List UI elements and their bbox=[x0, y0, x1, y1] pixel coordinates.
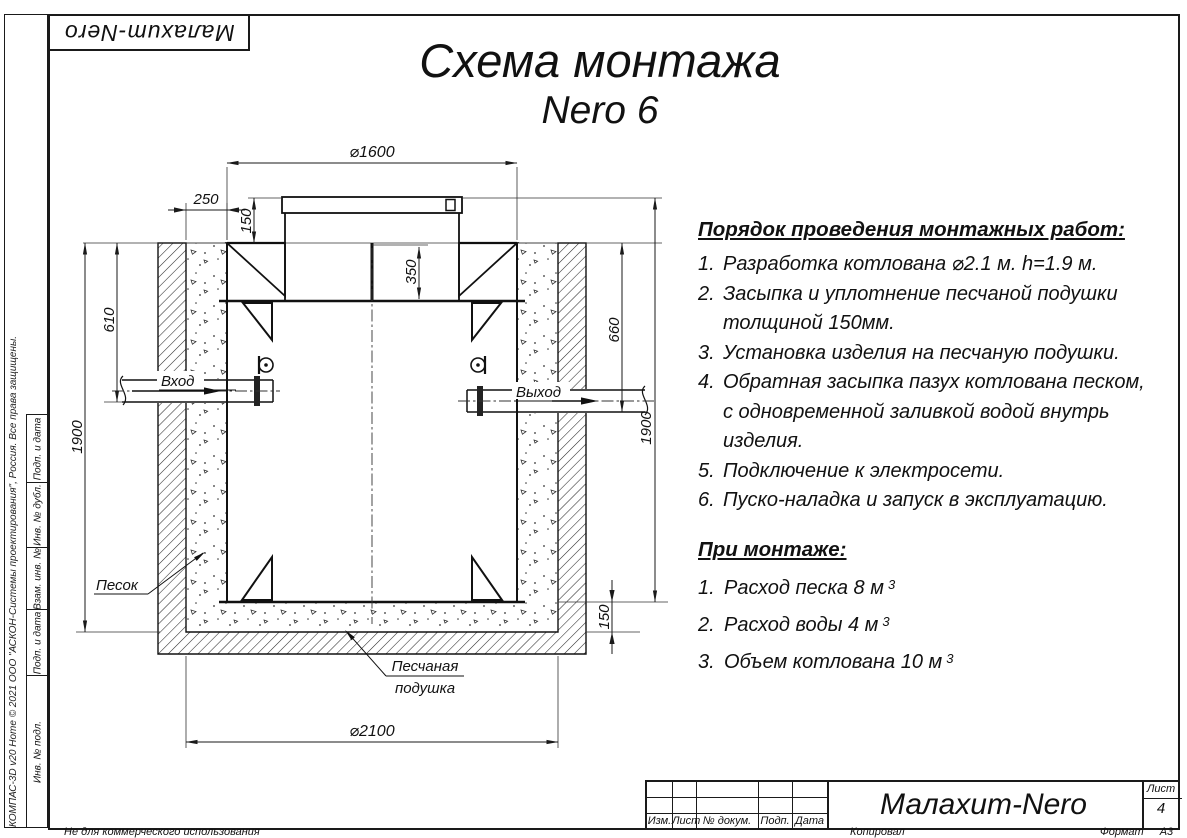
item-number: 3. bbox=[698, 650, 715, 673]
non-commercial-note: Не для коммерческого использования bbox=[64, 826, 260, 838]
item-line: Разработка котлована ⌀2.1 м. h=1.9 м. bbox=[723, 253, 1098, 275]
cushion-label-line1: Песчаная bbox=[391, 658, 459, 675]
format-label bbox=[1100, 826, 1173, 838]
sand-label: Песок bbox=[96, 577, 138, 594]
instruction-item bbox=[698, 457, 1176, 487]
item-line: изделия. bbox=[723, 430, 804, 452]
stamp-label: Инв. № дубл. bbox=[32, 484, 43, 546]
col-data: Дата bbox=[794, 815, 825, 827]
item-text: Расход песка 8 м bbox=[724, 576, 884, 599]
item-line: с одновременной заливкой водой внутрь bbox=[723, 400, 1110, 423]
title-line2: Nero 6 bbox=[541, 89, 659, 132]
item-line: Засыпка и уплотнение песчаной подушки bbox=[723, 282, 1118, 305]
dim-top-diameter: ⌀1600 bbox=[349, 144, 395, 161]
dim-pit-depth-left: 1900 bbox=[69, 420, 86, 454]
sheet-number: 4 bbox=[1156, 800, 1166, 817]
item-superscript: 3 bbox=[887, 576, 896, 592]
stamp-label: Инв. № подл. bbox=[32, 720, 43, 783]
logo-text: Малахит-Nero bbox=[63, 20, 235, 46]
dim-lid-height: 150 bbox=[238, 208, 255, 234]
title-block bbox=[645, 780, 1180, 828]
item-superscript: 3 bbox=[946, 650, 954, 666]
dim-pit-diameter: ⌀2100 bbox=[349, 723, 395, 740]
instructions-block bbox=[698, 218, 1176, 681]
instructions-heading: Порядок проведения монтажных работ: bbox=[698, 218, 1125, 241]
item-line: Подключение к электросети. bbox=[723, 459, 1005, 482]
item-line: Установка изделия на песчаную подушки. bbox=[723, 341, 1120, 364]
dim-outlet-depth: 660 bbox=[606, 317, 623, 343]
during-item bbox=[698, 570, 1176, 607]
instruction-item bbox=[698, 280, 1176, 339]
item-number: 1. bbox=[698, 253, 715, 275]
format-word: Формат bbox=[1100, 826, 1144, 838]
item-number: 1. bbox=[698, 576, 715, 599]
item-number: 3. bbox=[698, 341, 715, 364]
during-item bbox=[698, 644, 1176, 681]
dim-height-right: 1900 bbox=[638, 411, 655, 445]
inlet-label: Вход bbox=[161, 373, 195, 390]
instruction-item bbox=[698, 339, 1176, 369]
dim-offset: 250 bbox=[193, 191, 219, 208]
instruction-item bbox=[698, 250, 1176, 280]
item-number: 4. bbox=[698, 371, 715, 393]
outlet-label: Выход bbox=[516, 384, 562, 401]
stamp-label: Подп. и дата bbox=[32, 417, 43, 480]
item-text: Расход воды 4 м bbox=[724, 613, 879, 636]
dim-cushion: 150 bbox=[596, 604, 613, 630]
item-line: толщиной 150мм. bbox=[723, 312, 895, 334]
lid-latch bbox=[446, 200, 455, 211]
copied-label: Копировал bbox=[850, 826, 905, 838]
during-heading: При монтаже: bbox=[698, 537, 847, 561]
cad-copyright-text: КОМПАС-3D v20 Home © 2021 ООО "АСКОН-Системы проектирования", Россия. Все права защищены. bbox=[8, 335, 19, 827]
dim-inlet-depth: 610 bbox=[101, 307, 118, 333]
item-line: Пуско-наладка и запуск в эксплуатацию. bbox=[723, 489, 1108, 511]
item-number: 2. bbox=[698, 613, 715, 636]
during-item bbox=[698, 607, 1176, 644]
item-number: 2. bbox=[698, 282, 715, 305]
cushion-label-line2: подушка bbox=[394, 680, 456, 697]
stamp-label: Подп. и дата bbox=[32, 611, 43, 674]
item-number: 6. bbox=[698, 489, 715, 511]
dim-neck-depth: 350 bbox=[403, 259, 420, 285]
stamp-label: Взам. инв. № bbox=[32, 547, 43, 610]
item-line: Обратная засыпка пазух котлована песком, bbox=[723, 371, 1145, 393]
item-superscript: 3 bbox=[882, 613, 890, 629]
col-izm: Изм. bbox=[647, 815, 672, 827]
product-name: Малахит-Nero bbox=[880, 788, 1087, 821]
col-podp: Подп. bbox=[760, 815, 790, 827]
title-line1: Схема монтажа bbox=[419, 34, 781, 87]
format-value: А3 bbox=[1159, 826, 1174, 838]
sheet-label: Лист bbox=[1146, 783, 1176, 795]
item-number: 5. bbox=[698, 459, 715, 482]
during-install-block bbox=[698, 538, 1176, 681]
item-text: Объем котлована 10 м bbox=[724, 650, 943, 673]
col-ndokum: № докум. bbox=[702, 815, 752, 827]
col-list: Лист bbox=[672, 815, 701, 827]
lid bbox=[282, 197, 462, 213]
instruction-item bbox=[698, 368, 1176, 457]
instruction-item bbox=[698, 486, 1176, 516]
